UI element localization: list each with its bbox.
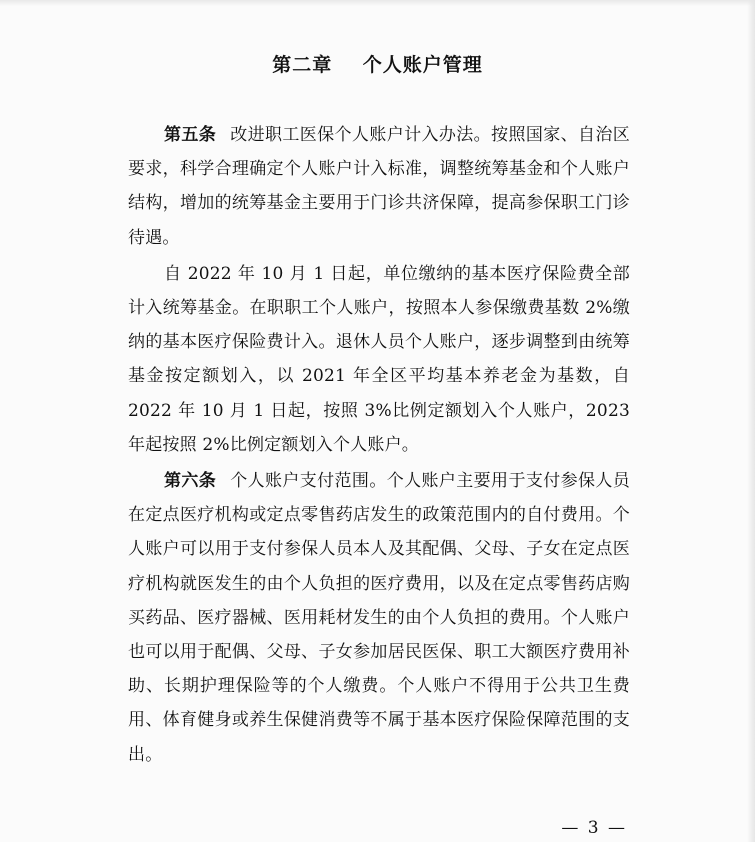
article-5-heading: 第五条 bbox=[164, 125, 217, 145]
article-6-heading: 第六条 bbox=[164, 471, 217, 492]
scan-edge-right bbox=[747, 0, 755, 842]
article-5-paragraph-1 bbox=[128, 118, 630, 255]
document-body bbox=[128, 118, 630, 772]
article-5-text-2: 自 2022 年 10 月 1 日起，单位缴纳的基本医疗保险费全部计入统筹基金。在职职工个人账户，按照本人参保缴费基数 2%缴纳的基本医疗保险费计入。退休人员个人账户，逐步调整到由统筹基金按定额划入，以 2021 年全区平均基本养老金为基数，自 2022 年 10 月 1 日起，按照 3%比例定额划入个人账户，2023 年起按照 2%比例定额划入个人账户。 bbox=[128, 263, 630, 455]
article-6-text-1: 个人账户支付范围。个人账户主要用于支付参保人员在定点医疗机构或定点零售药店发生的政策范围内的自付费用。个人账户可以用于支付参保人员本人及其配偶、父母、子女在定点医疗机构就医发生的由个人负担的医疗费用，以及在定点零售药店购买药品、医疗器械、医用耗材发生的由个人负担的费用。个人账户也可以用于配偶、父母、子女参加居民医保、职工大额医疗费用补助、长期护理保险等的个人缴费。个人账户不得用于公共卫生费用、体育健身或养生保健消费等不属于基本医疗保险保障范围的支出。 bbox=[128, 471, 630, 765]
article-5-text-1: 改进职工医保个人账户计入办法。按照国家、自治区要求，科学合理确定个人账户计入标准，调整统筹基金和个人账户结构，增加的统筹基金主要用于门诊共济保障，提高参保职工门诊待遇。 bbox=[128, 125, 630, 248]
article-6-paragraph-1 bbox=[128, 464, 630, 772]
scan-edge-top bbox=[0, 0, 755, 6]
page-number: — 3 — bbox=[561, 818, 627, 838]
article-5-paragraph-2 bbox=[128, 257, 630, 462]
chapter-title: 第二章 个人账户管理 bbox=[272, 54, 483, 76]
